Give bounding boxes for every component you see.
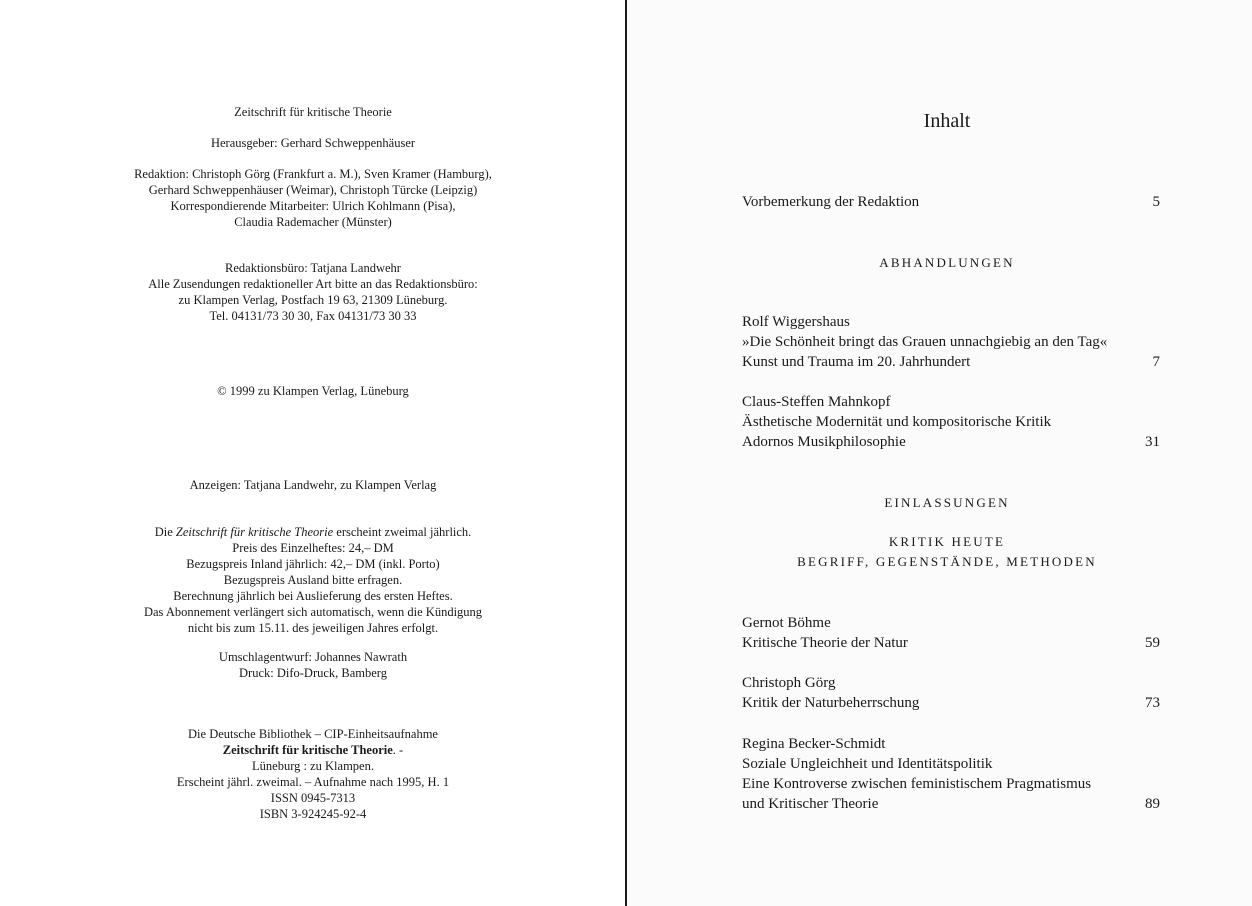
cip-record bbox=[0, 726, 626, 822]
office-line: Redaktionsbüro: Tatjana Landwehr bbox=[225, 261, 401, 275]
toc-author: Christoph Görg bbox=[742, 675, 836, 691]
toc-preface: Vorbemerkung der Redaktion bbox=[742, 194, 920, 210]
subscription-line: Bezugspreis Inland jährlich: 42,– DM (inkl. Porto) bbox=[186, 557, 440, 571]
credit-line: Umschlagentwurf: Johannes Nawrath bbox=[218, 650, 408, 664]
toc-title-line: Kunst und Trauma im 20. Jahrhundert bbox=[742, 354, 971, 370]
toc-author: Rolf Wiggershaus bbox=[742, 314, 850, 330]
editorial-board bbox=[0, 166, 626, 230]
subscription-line: Das Abonnement verlängert sich automatisch, wenn die Kündigung bbox=[143, 605, 483, 619]
toc-title-line: und Kritischer Theorie bbox=[742, 796, 879, 812]
toc-page-number: 31 bbox=[1145, 434, 1160, 450]
toc-title-line: »Die Schönheit bringt das Grauen unnachgiebig an den Tag« bbox=[742, 334, 1108, 350]
cip-line: Lüneburg : zu Klampen. bbox=[252, 759, 374, 773]
publication-frequency: Die Zeitschrift für kritische Theorie erscheint zweimal jährlich. bbox=[154, 525, 472, 539]
subscription-info bbox=[0, 524, 626, 636]
copyright: © 1999 zu Klampen Verlag, Lüneburg bbox=[217, 384, 409, 398]
cip-line: Erscheint jährl. zweimal. – Aufnahme nach 1995, H. 1 bbox=[176, 775, 450, 789]
office-line: zu Klampen Verlag, Postfach 19 63, 21309 Lüneburg. bbox=[178, 293, 448, 307]
toc-title-line: Kritik der Naturbeherrschung bbox=[742, 695, 920, 711]
subscription-line: nicht bis zum 15.11. des jeweiligen Jahres erfolgt. bbox=[187, 621, 439, 635]
contents-page bbox=[627, 0, 1252, 906]
editorial-line: Korrespondierende Mitarbeiter: Ulrich Kohlmann (Pisa), bbox=[170, 199, 456, 213]
toc-title-line: Ästhetische Modernität und kompositorische Kritik bbox=[742, 414, 1052, 430]
toc-author: Gernot Böhme bbox=[742, 615, 831, 631]
section-subheading: BEGRIFF, GEGENSTÄNDE, METHODEN bbox=[797, 554, 1097, 569]
cip-header: Die Deutsche Bibliothek – CIP-Einheitsaufnahme bbox=[188, 727, 438, 741]
production-credits bbox=[0, 649, 626, 681]
page-title: Inhalt bbox=[923, 110, 971, 132]
toc-page-number: 7 bbox=[1152, 354, 1160, 370]
cip-title: Zeitschrift für kritische Theorie. - bbox=[222, 743, 404, 757]
section-heading-abhandlungen: ABHANDLUNGEN bbox=[879, 255, 1015, 270]
toc-title-line: Adornos Musikphilosophie bbox=[742, 434, 906, 450]
subscription-line: Preis des Einzelheftes: 24,– DM bbox=[232, 541, 394, 555]
subscription-line: Berechnung jährlich bei Auslieferung des ersten Heftes. bbox=[173, 589, 453, 603]
editorial-line: Claudia Rademacher (Münster) bbox=[234, 215, 392, 229]
subscription-line: Bezugspreis Ausland bitte erfragen. bbox=[223, 573, 403, 587]
office-line: Alle Zusendungen redaktioneller Art bitte an das Redaktionsbüro: bbox=[148, 277, 478, 291]
toc-author: Claus-Steffen Mahnkopf bbox=[742, 394, 891, 410]
section-heading-kritik-heute: KRITIK HEUTE bbox=[888, 534, 1006, 549]
advertising: Anzeigen: Tatjana Landwehr, zu Klampen Verlag bbox=[189, 478, 437, 492]
editor-line: Herausgeber: Gerhard Schweppenhäuser bbox=[210, 136, 416, 150]
toc-title-line: Soziale Ungleichheit und Identitätspolitik bbox=[742, 756, 993, 772]
toc-author: Regina Becker-Schmidt bbox=[742, 736, 886, 752]
toc-title-line: Kritische Theorie der Natur bbox=[742, 635, 908, 651]
journal-title: Zeitschrift für kritische Theorie bbox=[234, 105, 392, 119]
editorial-line: Gerhard Schweppenhäuser (Weimar), Christoph Türcke (Leipzig) bbox=[148, 183, 478, 197]
toc-page-number: 73 bbox=[1145, 695, 1160, 711]
office-line: Tel. 04131/73 30 30, Fax 04131/73 30 33 bbox=[209, 309, 417, 323]
toc-page-number: 5 bbox=[1152, 194, 1160, 210]
cip-line: ISBN 3-924245-92-4 bbox=[259, 807, 367, 821]
toc-page-number: 89 bbox=[1145, 796, 1160, 812]
toc-page-number: 59 bbox=[1145, 635, 1160, 651]
editorial-line: Redaktion: Christoph Görg (Frankfurt a. M.), Sven Kramer (Hamburg), bbox=[134, 167, 492, 181]
credit-line: Druck: Difo-Druck, Bamberg bbox=[239, 666, 387, 680]
section-heading-einlassungen: EINLASSUNGEN bbox=[884, 495, 1010, 510]
editorial-office bbox=[0, 260, 626, 324]
toc-title-line: Eine Kontroverse zwischen feministischem Pragmatismus bbox=[742, 776, 1092, 792]
cip-line: ISSN 0945-7313 bbox=[270, 791, 356, 805]
